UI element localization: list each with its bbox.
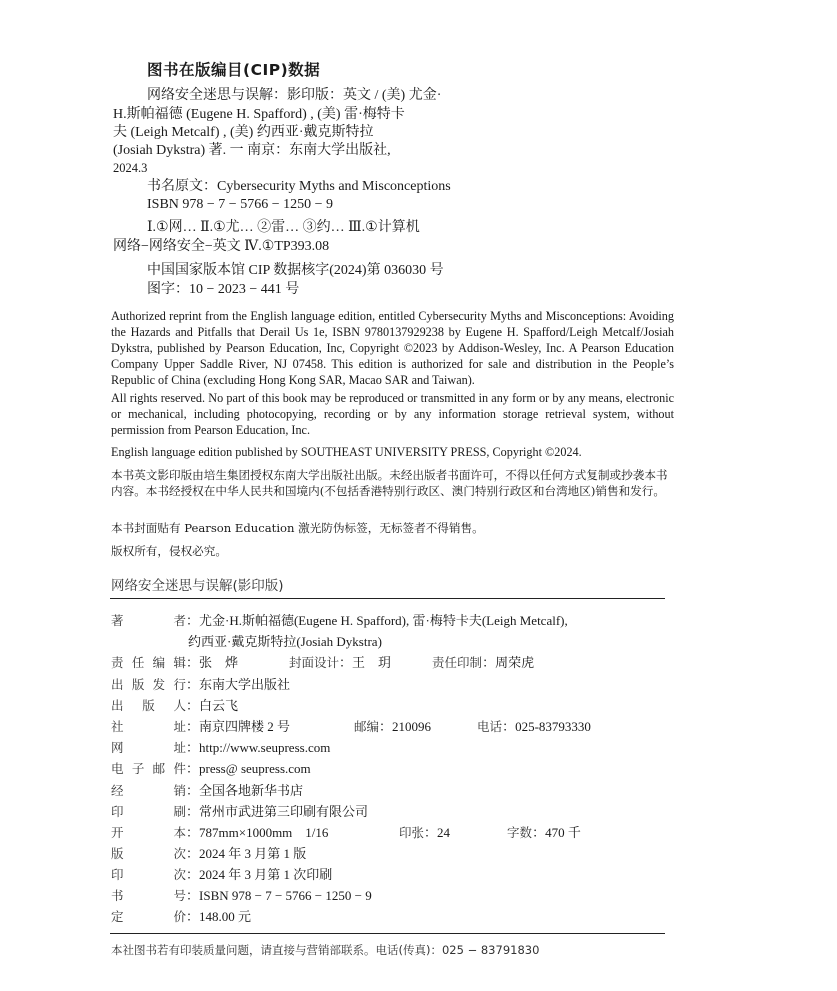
row-label: 社址: [111, 719, 186, 734]
colophon-row-publisher-person: [111, 695, 238, 714]
row-label: 版次: [111, 846, 186, 861]
colophon-row-author-cont: [188, 631, 382, 650]
cip-line: 2024.3: [113, 161, 148, 175]
colon: ：: [186, 825, 200, 840]
row-value: 2024 年 3 月第 1 次印刷: [199, 867, 333, 882]
colon: ：: [379, 719, 393, 734]
authorized-reprint-text: Authorized reprint from the English language edition, entitled Cybersecurity Myths and Misconceptions: Avoiding the Hazards and Pitfalls that Derail Us 1e, ISBN 9780137929238 by Eugene H. Spafford/Leigh Metcalf/Josiah Dykstra, published by Pearson Education, Inc, Copyright ©2023 by Addison-Wesley, Inc. A Pearson Education Company Upper Saddle River, NJ 07458. This edition is authorized for sale and distribution in the People’s Republic of China (excluding Hong Kong SAR, Macao SAR and Taiwan).: [111, 309, 674, 387]
row-value: 2024 年 3 月第 1 版: [199, 846, 307, 861]
zh-label-text: 本书封面贴有 Pearson Education 激光防伪标签，无标签者不得销售。: [111, 521, 484, 535]
colon: ：: [186, 846, 200, 861]
colophon-row-distributor: [111, 780, 303, 799]
row-label: 封面设计: [289, 655, 340, 670]
cip-line: 网络−网络安全−英文 Ⅳ.①TP393.08: [113, 239, 330, 254]
colophon-row-printing: [111, 864, 332, 883]
row-value: 白云飞: [199, 698, 239, 713]
row-value: 148.00 元: [199, 909, 252, 924]
colon: ：: [186, 698, 200, 713]
row-label: 电话: [477, 719, 503, 734]
colon: ：: [339, 655, 353, 670]
row-value: 东南大学出版社: [199, 677, 291, 692]
row-value: 常州市武进第三印刷有限公司: [199, 804, 369, 819]
colon: ：: [186, 888, 200, 903]
cip-line: (Josiah Dykstra) 著. 一 南京：东南大学出版社,: [113, 143, 391, 158]
colophon-row-website: [111, 737, 330, 756]
colon: ：: [532, 825, 546, 840]
cip-line: 书名原文：Cybersecurity Myths and Misconceptions: [147, 179, 451, 194]
colon: ：: [482, 655, 496, 670]
colon: ：: [186, 719, 200, 734]
row-value: 470 千: [545, 825, 581, 840]
colon: ：: [424, 825, 438, 840]
row-value: 张 烨: [199, 655, 239, 670]
row-value: 025-83793330: [515, 719, 591, 734]
zh-notice-text: 本书英文影印版由培生集团授权东南大学出版社出版。未经出版者书面许可，不得以任何方式复制或抄袭本书内容。本书经授权在中华人民共和国境内(不包括香港特别行政区、澳门特别行政区和台湾地区)销售和发行。: [111, 468, 668, 498]
row-label: 责任编辑: [111, 655, 186, 670]
colophon-row-editor: [111, 652, 534, 671]
row-label: 印张: [399, 825, 425, 840]
row-value: 210096: [392, 719, 432, 734]
colophon-row-format: [111, 822, 581, 841]
divider-bottom: [110, 933, 665, 934]
cip-line: H.斯帕福德 (Eugene H. Spafford) , (美) 雷·梅特卡: [113, 107, 405, 122]
divider-top: [110, 598, 665, 599]
row-label: 出版发行: [111, 677, 186, 692]
email-link[interactable]: press@ seupress.com: [199, 761, 311, 776]
cip-line: 夫 (Leigh Metcalf) , (美) 约西亚·戴克斯特拉: [113, 125, 374, 140]
row-value: 787mm×1000mm 1/16: [199, 825, 329, 840]
row-value: 全国各地新华书店: [199, 783, 304, 798]
row-value: 南京四牌楼 2 号: [199, 719, 291, 734]
colon: ：: [186, 740, 200, 755]
zh-rights-text: 版权所有，侵权必究。: [111, 544, 227, 558]
colon: ：: [186, 655, 200, 670]
row-label: 开本: [111, 825, 186, 840]
row-value: 王 玥: [352, 655, 392, 670]
colophon-row-price: [111, 906, 251, 925]
row-label: 邮编: [354, 719, 380, 734]
colophon-row-email: [111, 758, 311, 777]
cip-line: ISBN 978 − 7 − 5766 − 1250 − 9: [147, 197, 333, 212]
colophon-row-printer: [111, 801, 368, 820]
cip-line: 网络安全迷思与误解：影印版：英文 / (美) 尤金·: [147, 88, 442, 103]
row-label: 经销: [111, 783, 186, 798]
book-title: 网络安全迷思与误解(影印版): [111, 578, 284, 594]
colon: ：: [186, 613, 200, 628]
colophon-row-publisher: [111, 674, 290, 693]
colophon-row-isbn: [111, 885, 372, 904]
row-label: 印刷: [111, 804, 186, 819]
colophon-row-edition: [111, 843, 306, 862]
colon: ：: [186, 804, 200, 819]
english-edition-text: English language edition published by SOUTHEAST UNIVERSITY PRESS, Copyright ©2024.: [111, 445, 582, 459]
colon: ：: [186, 909, 200, 924]
row-value: ISBN 978 − 7 − 5766 − 1250 − 9: [199, 888, 372, 903]
cip-title: 图书在版编目(CIP)数据: [147, 61, 321, 79]
colon: ：: [186, 761, 200, 776]
row-label: 网址: [111, 740, 186, 755]
row-label: 印次: [111, 867, 186, 882]
cip-line: Ⅰ.①网… Ⅱ.①尤… ②雷… ③约… Ⅲ.①计算机: [147, 220, 420, 235]
cip-line: 图字：10 − 2023 − 441 号: [147, 282, 300, 297]
row-label: 电子邮件: [111, 761, 186, 776]
row-label: 字数: [507, 825, 533, 840]
colon: ：: [186, 867, 200, 882]
row-label: 出版人: [111, 698, 186, 713]
row-label: 著者: [111, 613, 186, 628]
row-label: 书号: [111, 888, 186, 903]
row-value: 尤金·H.斯帕福德(Eugene H. Spafford), 雷·梅特卡夫(Leigh Metcalf),: [199, 613, 568, 628]
cip-line: 中国国家版本馆 CIP 数据核字(2024)第 036030 号: [147, 263, 444, 278]
colon: ：: [186, 677, 200, 692]
colon: ：: [186, 783, 200, 798]
row-label: 责任印制: [432, 655, 483, 670]
row-value: 24: [437, 825, 451, 840]
row-value: 约西亚·戴克斯特拉(Josiah Dykstra): [188, 634, 382, 649]
colophon-row-address: [111, 716, 591, 735]
row-label: 定价: [111, 909, 186, 924]
colophon-row-author: [111, 610, 568, 629]
row-value: 周荣虎: [495, 655, 535, 670]
rights-text: All rights reserved. No part of this book may be reproduced or transmitted in any form or by any means, electronic or mechanical, including photocopying, recording or by any information storage retrieval system, without permission from Pearson Education, Inc.: [111, 391, 674, 437]
footer-notice: 本社图书若有印装质量问题，请直接与营销部联系。电话(传真)：025 − 83791830: [111, 943, 540, 957]
website-link[interactable]: http://www.seupress.com: [199, 740, 331, 755]
colon: ：: [502, 719, 516, 734]
